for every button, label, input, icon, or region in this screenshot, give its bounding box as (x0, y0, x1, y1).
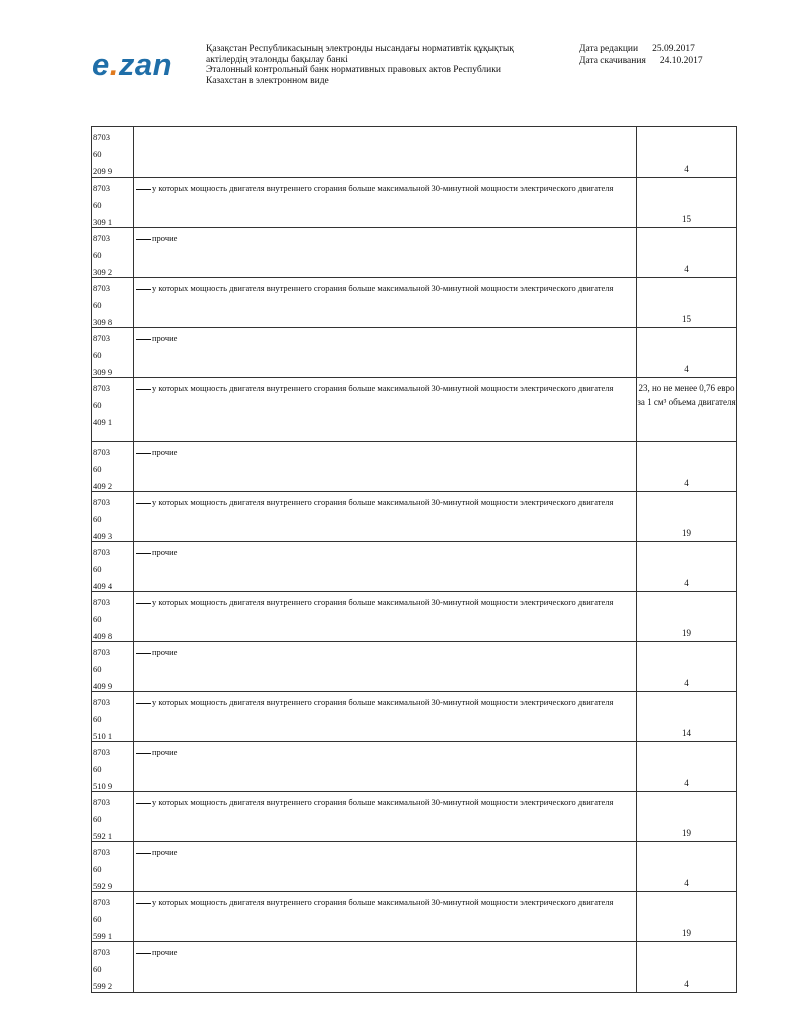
tariff-code (92, 178, 133, 227)
header-line: Казахстан в электронном виде (206, 75, 329, 86)
tariff-code-part: 60 (93, 914, 102, 924)
tariff-code (92, 942, 133, 992)
indent-dash (136, 189, 151, 190)
table-row (92, 692, 736, 742)
tariff-code-part: 60 (93, 714, 102, 724)
tariff-code-part: 8703 (93, 447, 110, 457)
goods-description (133, 792, 637, 841)
duty-rate-value: 4 (684, 878, 689, 888)
tariff-code-part: 8703 (93, 333, 110, 343)
tariff-code-part: 8703 (93, 132, 110, 142)
document-header (0, 0, 791, 110)
tariff-code-part: 592 1 (93, 831, 113, 841)
tariff-code-part: 60 (93, 149, 102, 159)
logo-letter-e: e (92, 47, 110, 82)
tariff-code-part: 409 2 (93, 481, 113, 491)
goods-description-text: у которых мощность двигателя внутреннего сгорания больше максимальной 30-минутной мощности электрического двигателя (152, 897, 614, 907)
goods-description-text: у которых мощность двигателя внутреннего сгорания больше максимальной 30-минутной мощности электрического двигателя (152, 497, 614, 507)
duty-rate (637, 278, 736, 327)
header-line: Эталонный контрольный банк нормативных правовых актов Республики (206, 65, 501, 75)
tariff-code-part: 8703 (93, 897, 110, 907)
duty-rate-value: 4 (684, 778, 689, 788)
duty-rate (637, 178, 736, 227)
tariff-table (91, 126, 737, 993)
goods-description (133, 642, 637, 691)
tariff-code-part: 60 (93, 250, 102, 260)
tariff-code (92, 492, 133, 541)
duty-rate (637, 592, 736, 641)
tariff-code-part: 599 1 (93, 931, 113, 941)
duty-rate-value: 4 (684, 979, 689, 989)
goods-description-text: у которых мощность двигателя внутреннего сгорания больше максимальной 30-минутной мощности электрического двигателя (152, 797, 614, 807)
duty-rate-value: 4 (684, 578, 689, 588)
indent-dash (136, 553, 151, 554)
tariff-code-part: 309 9 (93, 367, 113, 377)
goods-description (133, 742, 637, 791)
tariff-code-part: 8703 (93, 383, 110, 393)
goods-description (133, 692, 637, 741)
download-date-value: 24.10.2017 (659, 55, 703, 66)
duty-rate-value: 19 (682, 528, 691, 538)
indent-dash (136, 953, 151, 954)
duty-rate-value: 4 (684, 164, 689, 174)
duty-rate-value: 4 (684, 678, 689, 688)
tariff-code-part: 60 (93, 400, 102, 410)
goods-description-text: у которых мощность двигателя внутреннего сгорания больше максимальной 30-минутной мощности электрического двигателя (152, 383, 614, 393)
duty-rate (637, 127, 736, 177)
table-row (92, 278, 736, 328)
tariff-code (92, 542, 133, 591)
duty-rate-value: 19 (682, 628, 691, 638)
duty-rate (637, 792, 736, 841)
indent-dash (136, 503, 151, 504)
tariff-code-part: 60 (93, 564, 102, 574)
goods-description (133, 492, 637, 541)
tariff-code-part: 8703 (93, 497, 110, 507)
indent-dash (136, 339, 151, 340)
duty-rate (637, 842, 736, 891)
tariff-code (92, 328, 133, 377)
indent-dash (136, 453, 151, 454)
table-row (92, 228, 736, 278)
tariff-code (92, 127, 133, 177)
tariff-code-part: 60 (93, 864, 102, 874)
tariff-code-part: 510 1 (93, 731, 113, 741)
duty-rate-value: 19 (682, 828, 691, 838)
tariff-code-part: 409 9 (93, 681, 113, 691)
duty-rate-value: 4 (684, 478, 689, 488)
table-row (92, 592, 736, 642)
table-row (92, 442, 736, 492)
goods-description (133, 378, 637, 441)
indent-dash (136, 703, 151, 704)
goods-description-text: у которых мощность двигателя внутреннего сгорания больше максимальной 30-минутной мощности электрического двигателя (152, 597, 614, 607)
goods-description (133, 942, 637, 992)
goods-description-text: прочие (152, 647, 178, 657)
indent-dash (136, 853, 151, 854)
indent-dash (136, 603, 151, 604)
table-row (92, 842, 736, 892)
table-row (92, 942, 736, 992)
duty-rate-value: 15 (682, 314, 691, 324)
tariff-code-part: 8703 (93, 183, 110, 193)
header-bank-title (206, 44, 566, 86)
tariff-code-part: 60 (93, 964, 102, 974)
indent-dash (136, 239, 151, 240)
tariff-code-part: 209 9 (93, 166, 113, 176)
tariff-code (92, 892, 133, 941)
tariff-code-part: 8703 (93, 547, 110, 557)
table-row (92, 642, 736, 692)
goods-description (133, 842, 637, 891)
duty-rate (637, 442, 736, 491)
duty-rate-value: 4 (684, 364, 689, 374)
indent-dash (136, 753, 151, 754)
table-row (92, 378, 736, 442)
logo-dot: . (109, 47, 119, 82)
duty-rate (637, 892, 736, 941)
tariff-code-part: 309 1 (93, 217, 113, 227)
duty-rate (637, 942, 736, 992)
duty-rate-value: 4 (684, 264, 689, 274)
indent-dash (136, 803, 151, 804)
goods-description-text: прочие (152, 947, 178, 957)
edition-date-label: Дата редакции (579, 44, 639, 54)
tariff-code-part: 510 9 (93, 781, 113, 791)
goods-description (133, 442, 637, 491)
duty-rate (637, 228, 736, 277)
goods-description-text: у которых мощность двигателя внутреннего сгорания больше максимальной 30-минутной мощности электрического двигателя (152, 697, 614, 707)
tariff-code (92, 642, 133, 691)
duty-rate-value: 19 (682, 928, 691, 938)
tariff-code-part: 8703 (93, 847, 110, 857)
tariff-code-part: 60 (93, 464, 102, 474)
tariff-code-part: 60 (93, 350, 102, 360)
ezan-logo (92, 48, 192, 84)
duty-rate-value: 14 (682, 728, 691, 738)
tariff-code (92, 278, 133, 327)
goods-description (133, 127, 637, 177)
indent-dash (136, 903, 151, 904)
tariff-code-part: 409 8 (93, 631, 113, 641)
duty-rate-value: 23, но не менее 0,76 евро за 1 см³ объема двигателя (637, 383, 736, 407)
tariff-code-part: 60 (93, 300, 102, 310)
tariff-code-part: 8703 (93, 233, 110, 243)
tariff-code-part: 60 (93, 200, 102, 210)
header-dates (579, 44, 779, 67)
duty-rate (637, 542, 736, 591)
table-row (92, 178, 736, 228)
header-line: актілердің эталонды бақылау банкі (206, 54, 348, 65)
tariff-code-part: 60 (93, 514, 102, 524)
goods-description (133, 542, 637, 591)
indent-dash (136, 289, 151, 290)
tariff-code (92, 792, 133, 841)
tariff-code-part: 409 4 (93, 581, 113, 591)
goods-description-text: прочие (152, 847, 178, 857)
header-line: Қазақстан Республикасының электронды нысандағы нормативтік құқықтық (206, 44, 514, 54)
tariff-code (92, 228, 133, 277)
duty-rate (637, 378, 736, 441)
tariff-code-part: 592 9 (93, 881, 113, 891)
tariff-code-part: 409 1 (93, 417, 113, 427)
tariff-code-part: 309 2 (93, 267, 113, 277)
goods-description (133, 328, 637, 377)
table-row (92, 892, 736, 942)
goods-description (133, 228, 637, 277)
duty-rate (637, 328, 736, 377)
goods-description-text: у которых мощность двигателя внутреннего сгорания больше максимальной 30-минутной мощности электрического двигателя (152, 283, 614, 293)
duty-rate (637, 742, 736, 791)
table-row (92, 792, 736, 842)
tariff-code (92, 842, 133, 891)
table-row (92, 492, 736, 542)
goods-description-text: прочие (152, 447, 178, 457)
duty-rate (637, 642, 736, 691)
table-row (92, 127, 736, 178)
tariff-code-part: 409 3 (93, 531, 113, 541)
goods-description-text: прочие (152, 333, 178, 343)
table-row (92, 742, 736, 792)
tariff-code (92, 692, 133, 741)
edition-date-value: 25.09.2017 (652, 44, 695, 54)
tariff-code-part: 8703 (93, 283, 110, 293)
indent-dash (136, 389, 151, 390)
tariff-code-part: 60 (93, 764, 102, 774)
tariff-code-part: 8703 (93, 947, 110, 957)
goods-description-text: прочие (152, 547, 178, 557)
duty-rate (637, 692, 736, 741)
tariff-code (92, 592, 133, 641)
download-date-label: Дата скачивания (579, 55, 646, 66)
tariff-code-part: 8703 (93, 647, 110, 657)
tariff-code-part: 60 (93, 664, 102, 674)
logo-word-zan: zan (118, 47, 173, 82)
goods-description (133, 892, 637, 941)
goods-description (133, 592, 637, 641)
tariff-code-part: 309 8 (93, 317, 113, 327)
goods-description-text: у которых мощность двигателя внутреннего сгорания больше максимальной 30-минутной мощности электрического двигателя (152, 183, 614, 193)
tariff-code (92, 742, 133, 791)
table-row (92, 328, 736, 378)
indent-dash (136, 653, 151, 654)
duty-rate (637, 492, 736, 541)
tariff-code-part: 8703 (93, 597, 110, 607)
tariff-code-part: 8703 (93, 747, 110, 757)
goods-description-text: прочие (152, 747, 178, 757)
tariff-code (92, 378, 133, 441)
tariff-code-part: 8703 (93, 697, 110, 707)
duty-rate-value: 15 (682, 214, 691, 224)
tariff-code-part: 60 (93, 614, 102, 624)
table-row (92, 542, 736, 592)
goods-description (133, 178, 637, 227)
tariff-code-part: 60 (93, 814, 102, 824)
tariff-code (92, 442, 133, 491)
tariff-code-part: 8703 (93, 797, 110, 807)
goods-description-text: прочие (152, 233, 178, 243)
tariff-code-part: 599 2 (93, 981, 113, 991)
goods-description (133, 278, 637, 327)
